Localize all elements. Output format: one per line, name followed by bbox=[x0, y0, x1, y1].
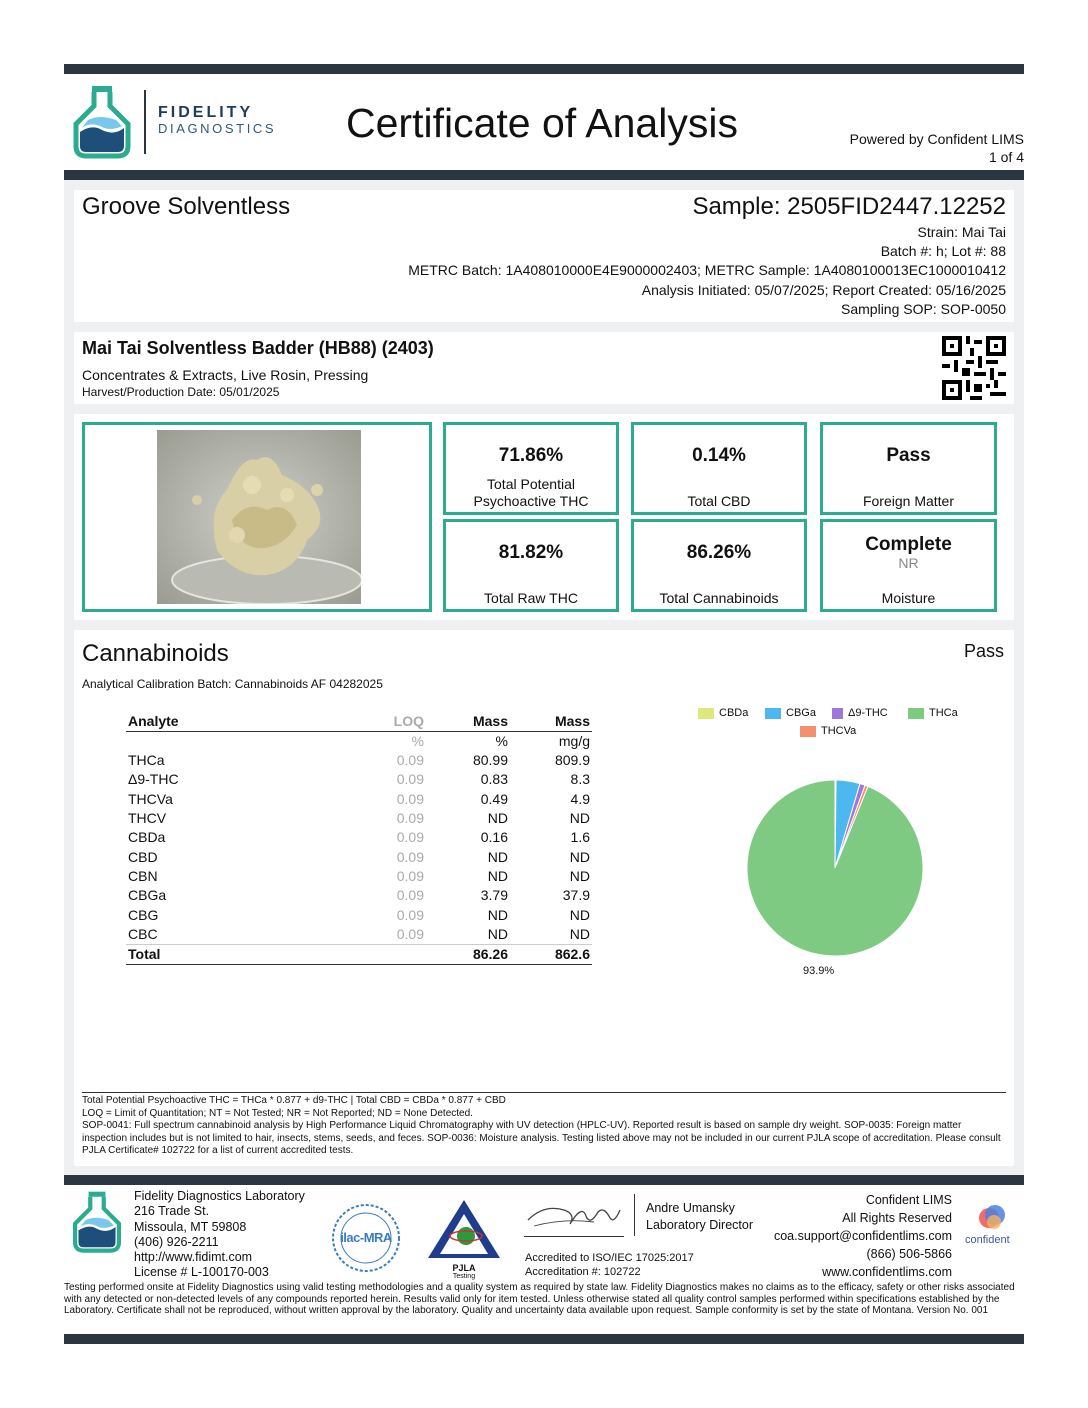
product-photo bbox=[157, 430, 361, 604]
table-row bbox=[126, 925, 592, 945]
total-cannabinoids-value: 86.26% bbox=[686, 542, 752, 563]
director-title: Laboratory Director bbox=[646, 1218, 753, 1232]
units-row bbox=[126, 732, 592, 752]
row-mass-pct: 0.49 bbox=[480, 790, 508, 807]
lims-name: Confident LIMS bbox=[865, 1193, 952, 1207]
lims-rights: All Rights Reserved bbox=[842, 1211, 952, 1225]
row-mass-mg: ND bbox=[569, 925, 590, 942]
total-cannabinoids-card bbox=[631, 519, 807, 612]
total-thc-card bbox=[443, 422, 619, 515]
strain: Strain: Mai Tai bbox=[917, 224, 1006, 240]
row-loq: 0.09 bbox=[396, 867, 424, 884]
table-row bbox=[126, 790, 592, 809]
product-name: Mai Tai Solventless Badder (HB88) (2403) bbox=[82, 338, 434, 358]
row-analyte: THCVa bbox=[128, 790, 173, 807]
lab-website[interactable]: http://www.fidimt.com bbox=[134, 1250, 253, 1265]
row-mass-mg: ND bbox=[569, 810, 590, 827]
signature-divider bbox=[634, 1194, 635, 1236]
total-row bbox=[126, 944, 592, 964]
unit-loq: % bbox=[411, 733, 424, 749]
pjla-text: PJLA bbox=[452, 1263, 476, 1273]
row-mass-pct: ND bbox=[487, 867, 508, 884]
header-loq: LOQ bbox=[296, 712, 426, 732]
top-bar bbox=[64, 64, 1024, 74]
unit-mass-mg: mg/g bbox=[558, 733, 590, 749]
row-loq: 0.09 bbox=[396, 810, 424, 827]
foreign-matter-card bbox=[820, 422, 997, 515]
disclaimer: Testing performed onsite at Fidelity Diagnostics using valid testing methodologies and a quality system as required by state law. Fidelity Diagnostics makes no claims as to the efficacy, safety or other risks associated with any detected or non-detected levels of any compounds reported herein. Results valid only for item tested. Unless otherwise stated all quality control samples performed within specifications established by the Laboratory. Certificate shall not be reproduced, without written approval by the laboratory. Quality and uncertainty data available upon request. Sample conformity is set by the state of Montana. Version No. 001 bbox=[64, 1282, 1015, 1316]
row-mass-pct: ND bbox=[487, 925, 508, 942]
total-raw-thc-value: 81.82% bbox=[498, 542, 564, 563]
header-bottom-bar bbox=[64, 170, 1024, 180]
unit-analyte bbox=[126, 732, 296, 752]
brand-subname: DIAGNOSTICS bbox=[158, 121, 277, 136]
row-mass-pct: 80.99 bbox=[472, 752, 508, 769]
total-cbd-card bbox=[631, 422, 807, 515]
row-loq: 0.09 bbox=[396, 752, 424, 769]
row-mass-pct: ND bbox=[487, 906, 508, 923]
accreditation-number: Accreditation #: 102722 bbox=[525, 1266, 641, 1278]
row-mass-pct: ND bbox=[487, 810, 508, 827]
confident-logo-text: confident bbox=[965, 1234, 1010, 1246]
row-mass-pct: 3.79 bbox=[480, 887, 508, 904]
accredited-text: Accredited to ISO/IEC 17025:2017 bbox=[525, 1252, 694, 1264]
row-analyte: CBC bbox=[128, 925, 158, 942]
row-loq: 0.09 bbox=[396, 887, 424, 904]
row-mass-mg: 4.9 bbox=[570, 790, 590, 807]
legend-thcva bbox=[800, 725, 856, 737]
total-cbd-value: 0.14% bbox=[692, 445, 746, 466]
row-mass-pct: 0.83 bbox=[480, 771, 508, 788]
row-loq: 0.09 bbox=[396, 771, 424, 788]
footer-flask-logo-icon bbox=[70, 1190, 124, 1254]
row-mass-mg: 862.6 bbox=[510, 944, 592, 964]
note-line: LOQ = Limit of Quantitation; NT = Not Tested; NR = Not Reported; ND = None Detected. bbox=[82, 1107, 473, 1119]
signature-line bbox=[524, 1236, 624, 1237]
calibration-batch: Analytical Calibration Batch: Cannabinoids AF 04282025 bbox=[82, 677, 383, 691]
row-loq: 0.09 bbox=[396, 829, 424, 846]
lab-city: Missoula, MT 59808 bbox=[134, 1219, 247, 1234]
row-mass-mg: ND bbox=[569, 906, 590, 923]
total-cannabinoids-label: Total Cannabinoids bbox=[659, 590, 779, 606]
cannabinoids-status: Pass bbox=[963, 641, 1004, 661]
lims-info bbox=[774, 1191, 952, 1281]
sampling-sop: Sampling SOP: SOP-0050 bbox=[841, 301, 1006, 317]
product-photo-frame bbox=[82, 422, 432, 612]
row-analyte: CBG bbox=[128, 906, 159, 923]
table-row bbox=[126, 809, 592, 828]
director-name: Andre Umansky bbox=[646, 1201, 735, 1215]
pjla-sub: Testing bbox=[452, 1273, 476, 1280]
harvest-date: Harvest/Production Date: 05/01/2025 bbox=[82, 385, 280, 399]
foreign-matter-label: Foreign Matter bbox=[862, 493, 955, 509]
pie-data-label: 93.9% bbox=[803, 965, 835, 977]
product-category: Concentrates & Extracts, Live Rosin, Pressing bbox=[82, 367, 369, 383]
legend-cbga bbox=[765, 707, 816, 719]
row-loq: 0.09 bbox=[396, 925, 424, 942]
table-row bbox=[126, 828, 592, 847]
row-analyte: Δ9-THC bbox=[128, 771, 179, 788]
legend-swatch bbox=[800, 726, 816, 737]
legend-d9thc bbox=[832, 707, 888, 719]
row-analyte: THCV bbox=[128, 810, 167, 827]
lims-phone: (866) 506-5866 bbox=[866, 1247, 952, 1261]
row-analyte: CBGa bbox=[128, 887, 167, 904]
lims-website[interactable]: www.confidentlims.com bbox=[822, 1265, 952, 1279]
note-line: Total Potential Psychoactive THC = THCa * 0.877 + d9-THC | Total CBD = CBDa * 0.877 + CBD bbox=[82, 1095, 506, 1106]
header-mass-pct: Mass bbox=[426, 712, 510, 732]
total-cbd-label: Total CBD bbox=[687, 493, 751, 509]
row-analyte: CBN bbox=[128, 867, 158, 884]
foreign-matter-value: Pass bbox=[886, 445, 931, 466]
legend-cbda bbox=[698, 707, 748, 719]
page-title: Certificate of Analysis bbox=[346, 100, 738, 146]
header-analyte: Analyte bbox=[126, 712, 296, 732]
row-mass-mg: ND bbox=[569, 848, 590, 865]
total-raw-thc-card bbox=[443, 519, 619, 612]
cannabinoid-pie-chart bbox=[740, 773, 930, 963]
table-row bbox=[126, 867, 592, 886]
analysis-dates: Analysis Initiated: 05/07/2025; Report Created: 05/16/2025 bbox=[641, 282, 1006, 298]
ilac-text: ilac-MRA bbox=[340, 1230, 392, 1245]
client-name: Groove Solventless bbox=[82, 193, 291, 220]
row-mass-mg: 1.6 bbox=[570, 829, 590, 846]
sample-id: Sample: 2505FID2447.12252 bbox=[692, 193, 1006, 220]
flask-logo-icon bbox=[70, 84, 134, 160]
row-analyte: THCa bbox=[128, 752, 165, 769]
lims-email[interactable]: coa.support@confidentlims.com bbox=[773, 1229, 952, 1243]
row-loq: 0.09 bbox=[396, 848, 424, 865]
total-thc-value: 71.86% bbox=[498, 445, 564, 466]
powered-by: Powered by Confident LIMS bbox=[849, 131, 1024, 147]
legend-label: CBDa bbox=[719, 707, 749, 719]
logo-divider bbox=[144, 90, 146, 154]
total-thc-label-1: Total Potential bbox=[487, 476, 575, 492]
table-header bbox=[126, 712, 592, 732]
cannabinoids-table bbox=[126, 712, 592, 965]
legend-label: CBGa bbox=[786, 707, 816, 719]
row-mass-mg: 809.9 bbox=[554, 752, 590, 769]
metrc-info: METRC Batch: 1A408010000E4E9000002403; METRC Sample: 1A4080100013EC1000010412 bbox=[408, 262, 1006, 278]
batch-lot: Batch #: h; Lot #: 88 bbox=[880, 243, 1006, 259]
row-analyte: CBD bbox=[128, 848, 158, 865]
row-mass-pct: ND bbox=[487, 848, 508, 865]
moisture-card bbox=[820, 519, 997, 612]
legend-swatch bbox=[832, 708, 843, 719]
table-row bbox=[126, 751, 592, 770]
lab-name: Fidelity Diagnostics Laboratory bbox=[134, 1189, 305, 1203]
moisture-value: Complete bbox=[865, 534, 952, 555]
row-mass-mg: 37.9 bbox=[562, 887, 590, 904]
table-row bbox=[126, 847, 592, 866]
moisture-sub: NR bbox=[898, 555, 919, 571]
legend-thca bbox=[908, 707, 958, 719]
lab-street: 216 Trade St. bbox=[134, 1204, 210, 1219]
qr-code-icon[interactable] bbox=[942, 336, 1006, 400]
legend-swatch bbox=[908, 708, 924, 719]
header-mass-mg: Mass bbox=[510, 712, 592, 732]
row-loq: 0.09 bbox=[396, 790, 424, 807]
legend-label: THCVa bbox=[821, 725, 857, 737]
client-panel bbox=[74, 190, 1014, 322]
brand-name: FIDELITY bbox=[158, 104, 254, 121]
cannabinoids-title: Cannabinoids bbox=[82, 640, 229, 667]
table-row bbox=[126, 905, 592, 924]
ilac-mra-logo bbox=[330, 1202, 402, 1274]
table-row bbox=[126, 770, 592, 789]
row-analyte: CBDa bbox=[128, 829, 166, 846]
note-line: SOP-0041: Full spectrum cannabinoid analysis by High Performance Liquid Chromatography with UV detection (HPLC-UV). Reported result is based on sample dry weight. SOP-0035: Foreign matter inspection includes but is not limited to hair, insects, stems, seeds, and feces. SOP-0036: Moisture analysis. Testing listed above may not be included in our current PJLA scope of accreditation. Please consult PJLA Certificate# 102722 for a list of current accredited tests. bbox=[82, 1120, 1001, 1156]
pjla-logo bbox=[426, 1198, 502, 1280]
row-analyte: Total bbox=[126, 944, 296, 964]
row-mass-mg: 8.3 bbox=[570, 771, 590, 788]
total-raw-thc-label: Total Raw THC bbox=[484, 590, 578, 606]
moisture-label: Moisture bbox=[881, 590, 936, 606]
bottom-bar bbox=[64, 1334, 1024, 1344]
row-loq bbox=[296, 944, 426, 964]
product-panel bbox=[74, 332, 1014, 404]
table-row bbox=[126, 886, 592, 905]
total-thc-label-2: Psychoactive THC bbox=[473, 493, 589, 509]
unit-mass-pct: % bbox=[495, 733, 508, 749]
page-number: 1 of 4 bbox=[988, 149, 1024, 165]
legend-swatch bbox=[698, 708, 714, 719]
row-loq: 0.09 bbox=[396, 906, 424, 923]
legend-label: Δ9-THC bbox=[848, 707, 888, 719]
lab-license: License # L-100170-003 bbox=[134, 1265, 269, 1280]
director-signature bbox=[524, 1196, 624, 1236]
legend-label: THCa bbox=[929, 707, 958, 719]
pie-slice-thca bbox=[747, 780, 923, 956]
row-mass-pct: 0.16 bbox=[480, 829, 508, 846]
row-mass-pct: 86.26 bbox=[426, 944, 510, 964]
legend-swatch bbox=[765, 708, 781, 719]
footer-top-bar bbox=[64, 1175, 1024, 1185]
confident-logo-icon bbox=[976, 1202, 1008, 1234]
lab-phone: (406) 926-2211 bbox=[134, 1234, 219, 1249]
pjla-triangle-icon bbox=[426, 1198, 502, 1260]
methodology-notes bbox=[82, 1092, 1006, 1158]
row-mass-mg: ND bbox=[569, 867, 590, 884]
lab-address bbox=[134, 1189, 305, 1281]
